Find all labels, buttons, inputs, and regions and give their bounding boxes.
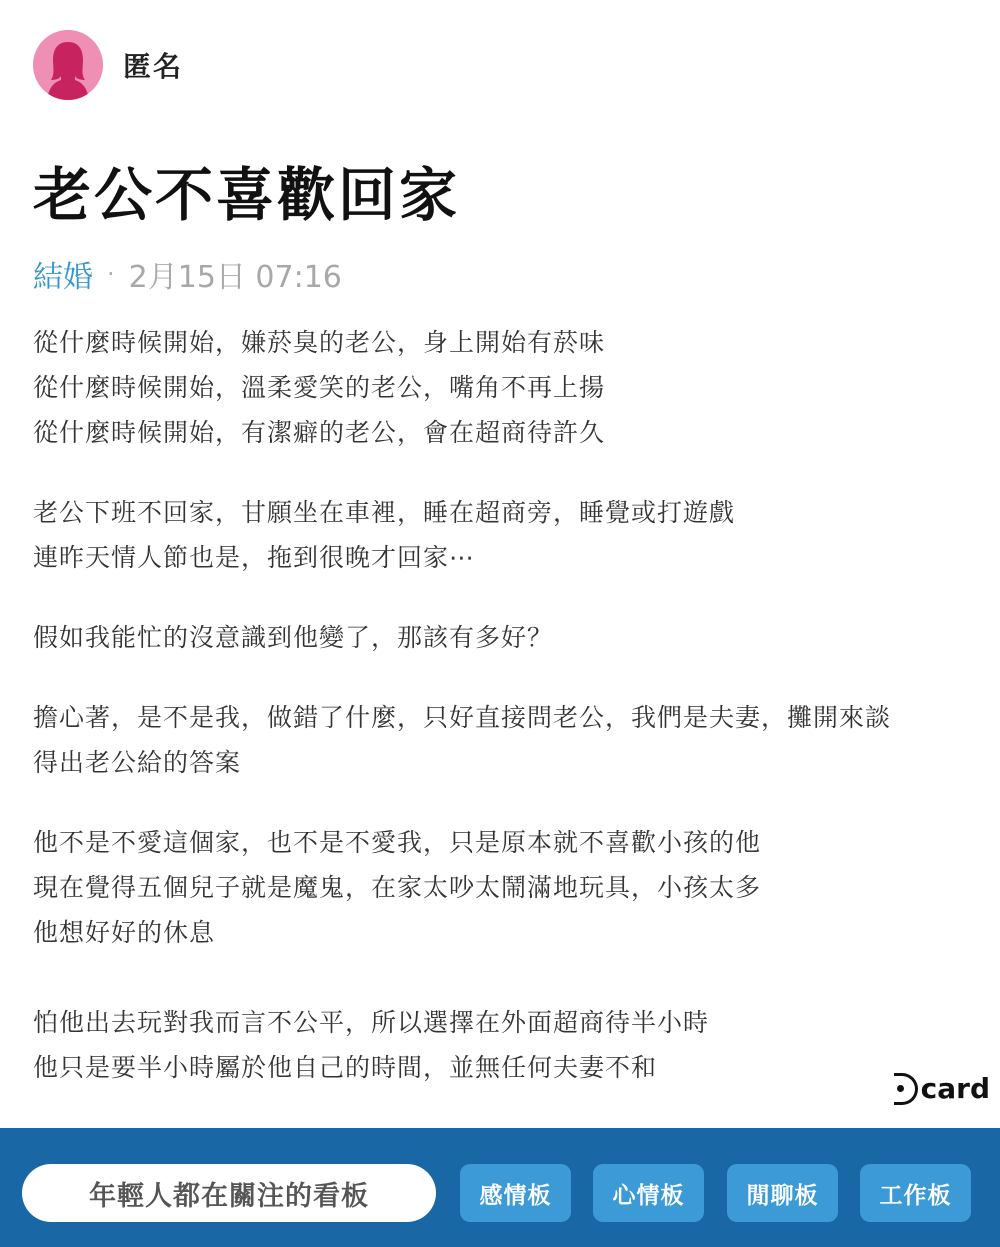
- content-line: 他不是不愛這個家，也不是不愛我，只是原本就不喜歡小孩的他: [33, 828, 762, 857]
- paragraph: [33, 615, 973, 660]
- content-line: 從什麼時候開始，嫌菸臭的老公，身上開始有菸味: [33, 328, 606, 357]
- watermark-text: card: [920, 1072, 990, 1105]
- avatar[interactable]: [33, 30, 103, 100]
- forum-link[interactable]: 結婚: [33, 260, 93, 295]
- female-silhouette-icon: [33, 30, 103, 100]
- paragraph: [33, 490, 973, 580]
- content-line: 現在覺得五個兒子就是魔鬼，在家太吵太鬧滿地玩具，小孩太多: [33, 873, 762, 902]
- content-line: 假如我能忙的沒意識到他變了，那該有多好？: [33, 623, 554, 652]
- content-line: 得出老公給的答案: [33, 748, 242, 777]
- dcard-watermark: [894, 1072, 990, 1105]
- post-date: 2月15日 07:16: [128, 260, 342, 295]
- post-header: [33, 30, 183, 100]
- paragraph: [33, 820, 973, 955]
- content-line: 連昨天情人節也是，拖到很晚才回家⋯: [33, 543, 476, 572]
- board-button-chat[interactable]: 閒聊板: [727, 1164, 838, 1222]
- board-button-mood[interactable]: 心情板: [593, 1164, 704, 1222]
- paragraph: [33, 1000, 973, 1090]
- author-name[interactable]: 匿名: [123, 50, 184, 83]
- content-line: 擔心著，是不是我，做錯了什麼，只好直接問老公，我們是夫妻，攤開來談: [33, 703, 892, 732]
- post-meta: [33, 252, 342, 296]
- post-content: [33, 320, 973, 1125]
- trending-boards-button[interactable]: 年輕人都在關注的看板: [22, 1164, 436, 1222]
- content-line: 他只是要半小時屬於他自己的時間，並無任何夫妻不和: [33, 1053, 658, 1082]
- paragraph: [33, 320, 973, 455]
- meta-separator: ·: [107, 260, 115, 288]
- footer-bar: [0, 1128, 1000, 1247]
- paragraph: [33, 695, 973, 785]
- content-line: 他想好好的休息: [33, 918, 216, 947]
- content-line: 從什麼時候開始，溫柔愛笑的老公，嘴角不再上揚: [33, 373, 606, 402]
- post-title: 老公不喜歡回家: [33, 161, 461, 229]
- content-line: 老公下班不回家，甘願坐在車裡，睡在超商旁，睡覺或打遊戲: [33, 498, 736, 527]
- board-button-relationship[interactable]: 感情板: [460, 1164, 571, 1222]
- dcard-d-icon: [894, 1073, 918, 1105]
- content-line: 怕他出去玩對我而言不公平，所以選擇在外面超商待半小時: [33, 1008, 710, 1037]
- content-line: 從什麼時候開始，有潔癖的老公，會在超商待許久: [33, 418, 606, 447]
- board-button-work[interactable]: 工作板: [860, 1164, 971, 1222]
